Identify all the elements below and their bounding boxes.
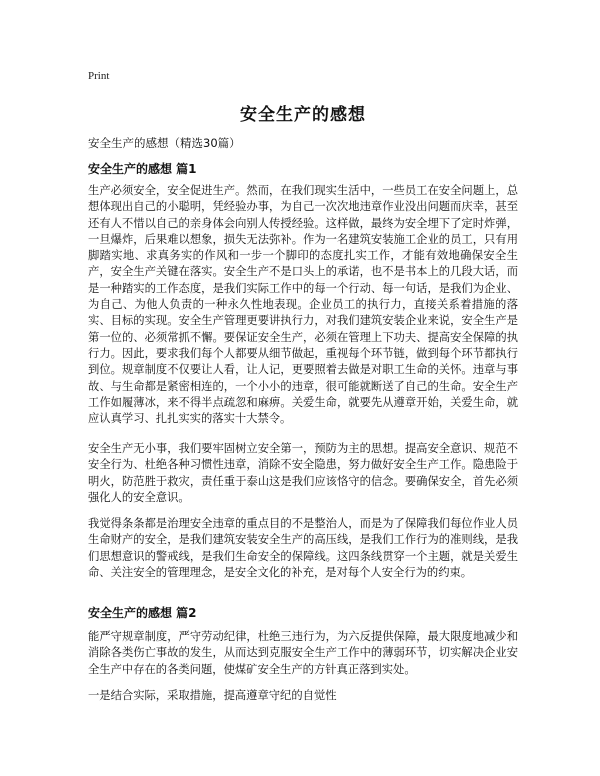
- paragraph-2-2: 一是结合实际，采取措施，提高遵章守纪的自觉性: [88, 689, 337, 702]
- paragraph-1-3: 我觉得条条都是治理安全违章的重点目的不是整治人，而是为了保障我们每位作业人员生命财产的安全，是我们建筑安装安全生产的高压线，是我们工作行为的准则线，是我们思想意识的警戒线，是我们生命安全的保障线。这四条线贯穿一个主题，就是关爱生命、关注安全的管理理念，是安全文化的补充，是对每个人安全行为的约束。: [88, 517, 518, 579]
- print-link[interactable]: Print: [88, 70, 110, 82]
- page-title: 安全生产的感想: [240, 105, 366, 125]
- paragraph-1-1: 生产必须安全，安全促进生产。然而，在我们现实生活中，一些员工在安全问题上，总想体现出自己的小聪明，凭经验办事，为自己一次次地违章作业没出问题而庆幸，甚至还有人不惜以自己的亲身体会向别人传授经验。这样做，最终为安全埋下了定时炸弹，一旦爆炸，后果难以想象，损失无法弥补。作为一名建筑安装施工企业的员工，只有用脚踏实地、求真务实的作风和一步一个脚印的态度扎实工作，才能有效地确保安全生产，安全生产关键在落实。安全生产不是口头上的承诺，也不是书本上的几段大话，而是一种踏实的工作态度，是我们实际工作中的每一个行动、每一句话，是我们为企业、为自己、为他人负责的一种永久性地表现。企业员工的执行力，直接关系着措施的落实、目标的实现。安全生产管理更要讲执行力，对我们建筑安装企业来说，安全生产是第一位的、必须常抓不懈。要保证安全生产，必须在管理上下功夫、提高安全保障的执行力。因此，要求我们每个人都要从细节做起，重视每个环节链，做到每个环节都执行到位。规章制度不仅要让人看，让人记，更要照着去做是对职工生命的关怀。违章与事故、与生命都是紧密相连的，一个小小的违章，很可能就断送了自己的生命。安全生产工作如履薄冰，来不得半点疏忽和麻痹。关爱生命，就要先从遵章开始，关爱生命，就应认真学习、扎扎实实的落实十大禁令。: [88, 184, 518, 426]
- paragraph-1-2: 安全生产无小事，我们要牢固树立安全第一，预防为主的思想。提高安全意识、规范不安全行为、杜绝各种习惯性违章，消除不安全隐患，努力做好安全生产工作。隐患险于明火，防范胜于救灾，责任重于泰山这是我们应该恪守的信念。要确保安全，首先必须强化人的安全意识。: [88, 442, 518, 504]
- page-subtitle: 安全生产的感想（精选30篇）: [88, 136, 241, 150]
- section-heading-2: 安全生产的感想 篇2: [88, 606, 197, 620]
- paragraph-2-1: 能严守规章制度，严守劳动纪律，杜绝三违行为，为六反提供保障，最大限度地减少和消除各类伤亡事故的发生，从而达到克服安全生产工作中的薄弱环节，切实解决企业安全生产中存在的各类问题，使煤矿安全生产的方针真正落到实处。: [88, 630, 518, 676]
- section-heading-1: 安全生产的感想 篇1: [88, 162, 197, 176]
